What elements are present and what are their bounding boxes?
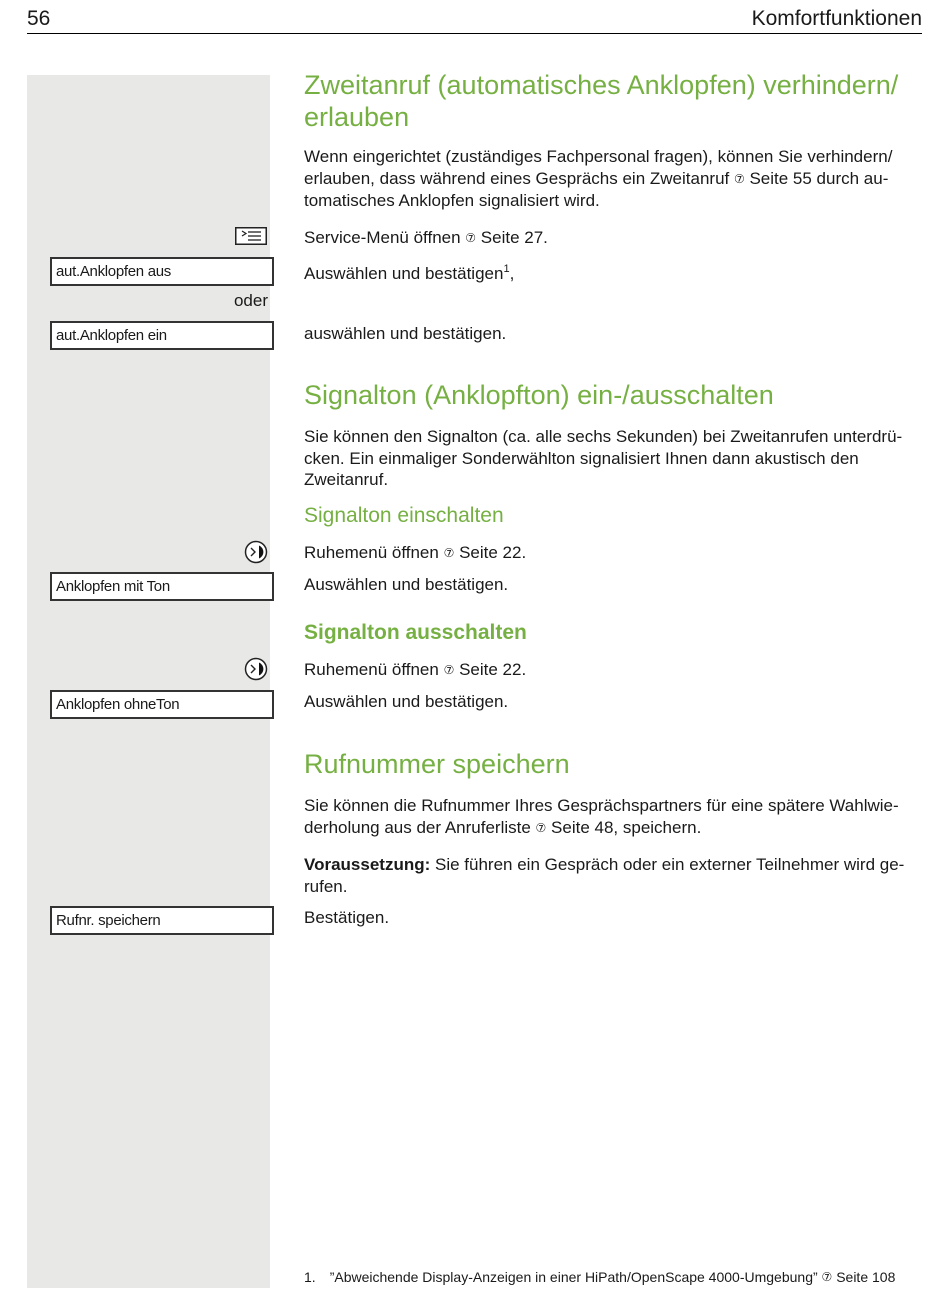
display-option-save-number[interactable]: Rufnr. speichern (50, 906, 274, 935)
navigator-key-icon[interactable] (244, 540, 268, 564)
step-select-confirm-tone-off: Auswählen und bestätigen. (304, 692, 509, 711)
section-intro-call-waiting: Wenn eingerichtet (zuständiges Fachpersonal fragen), können Sie verhindern/ erlauben, dass während eines Gesprächs ein Zweitanruf ⑦ Seite 55 durch au- tomatisches Anklopfen signalisiert wird. (304, 147, 893, 210)
step-open-idle-menu-off: Ruhemenü öffnen ⑦ Seite 22. (304, 660, 527, 679)
reference-arrow-icon: ⑦ (535, 820, 547, 835)
reference-arrow-icon: ⑦ (465, 231, 477, 245)
precondition-label: Voraussetzung: (304, 855, 431, 874)
page-number: 56 (27, 7, 51, 30)
reference-arrow-icon: ⑦ (443, 546, 455, 560)
section-intro-save-number: Sie können die Rufnummer Ihres Gesprächspartners für eine spätere Wahlwie- derholung aus der Anruferliste ⑦ Seite 48, speichern. (304, 796, 899, 837)
footnote: 1. ”Abweichende Display-Anzeigen in einer HiPath/OpenScape 4000-Umgebung” ⑦ Seite 108 (304, 1269, 896, 1285)
section-title-signal-tone: Signalton (Anklopfton) ein-/ausschalten (304, 380, 774, 410)
header-rule (27, 33, 922, 34)
footnote-mark: 1 (503, 263, 510, 275)
section-title-save-number: Rufnummer speichern (304, 749, 570, 779)
display-option-tone-on[interactable]: Anklopfen mit Ton (50, 572, 274, 601)
step-open-service-menu: Service-Menü öffnen ⑦ Seite 27. (304, 228, 548, 247)
display-option-call-waiting-off[interactable]: aut.Anklopfen aus (50, 257, 274, 286)
precondition: Voraussetzung: Sie führen ein Gespräch oder ein externer Teilnehmer wird ge- rufen. (304, 855, 905, 896)
service-menu-key-icon[interactable] (235, 227, 267, 245)
subsection-title-tone-on: Signalton einschalten (304, 504, 504, 527)
section-title-call-waiting: Zweitanruf (automatisches Anklopfen) verhindern/ erlauben (304, 70, 899, 132)
reference-arrow-icon: ⑦ (733, 171, 745, 186)
step-select-confirm-tone-on: Auswählen und bestätigen. (304, 575, 509, 594)
display-option-call-waiting-on[interactable]: aut.Anklopfen ein (50, 321, 274, 350)
step-select-confirm-2: auswählen und bestätigen. (304, 324, 507, 343)
section-intro-signal-tone: Sie können den Signalton (ca. alle sechs Sekunden) bei Zweitanrufen unterdrü- cken. Ein einmaliger Sonderwählton signalisiert Ihnen dann akustisch den Zweitanruf. (304, 427, 903, 489)
subsection-title-tone-off: Signalton ausschalten (304, 621, 527, 644)
step-open-idle-menu-on: Ruhemenü öffnen ⑦ Seite 22. (304, 543, 527, 562)
chapter-title: Komfortfunktionen (751, 7, 922, 30)
step-select-confirm-1: Auswählen und bestätigen$^1$, (304, 263, 515, 283)
reference-arrow-icon: ⑦ (443, 663, 455, 677)
display-option-tone-off[interactable]: Anklopfen ohneTon (50, 690, 274, 719)
reference-arrow-icon: ⑦ (821, 1270, 833, 1284)
or-label: oder (233, 291, 268, 310)
navigator-key-icon[interactable] (244, 657, 268, 681)
step-confirm-save: Bestätigen. (304, 908, 390, 927)
